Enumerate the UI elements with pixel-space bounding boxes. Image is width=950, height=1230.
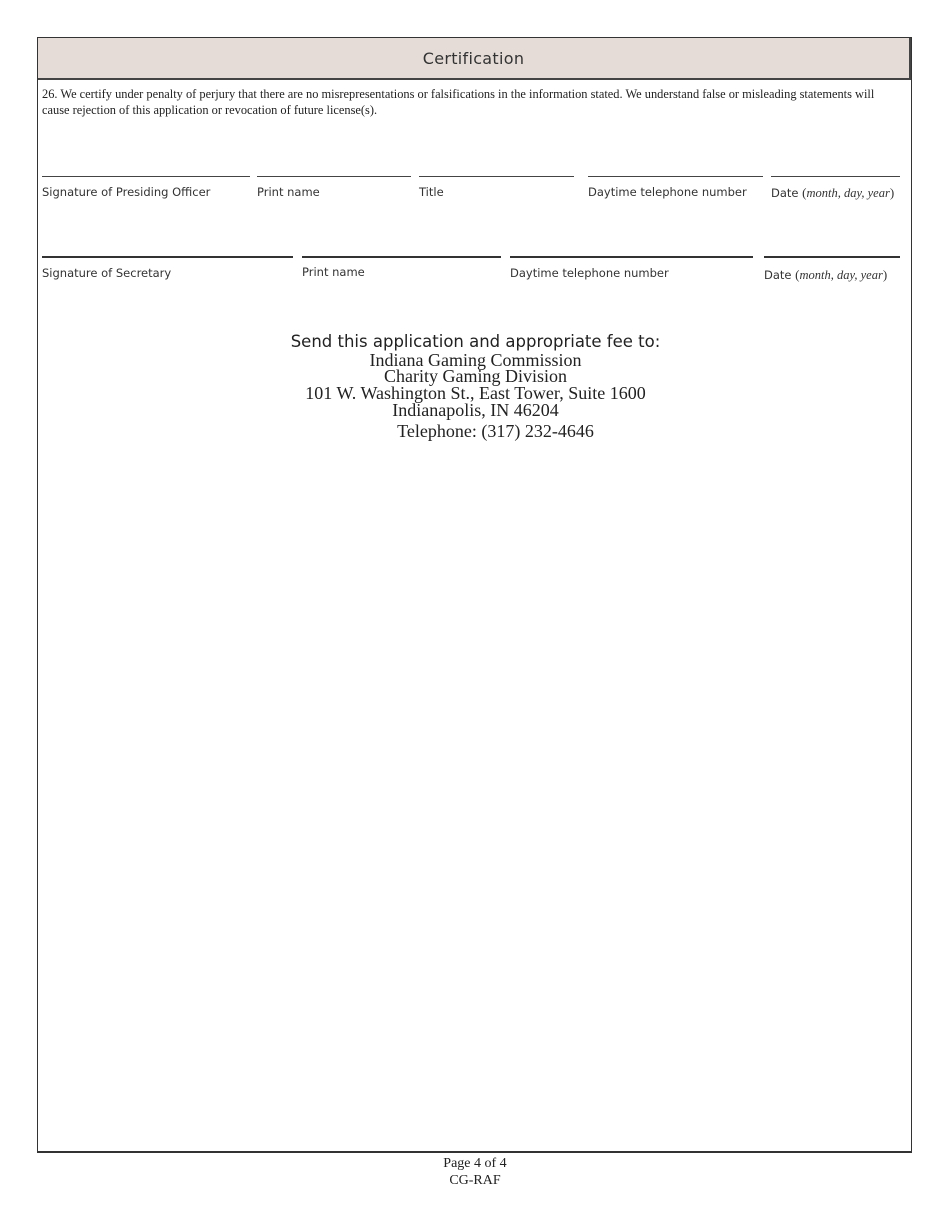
officer-print-name-label: Print name bbox=[257, 185, 320, 199]
secretary-date-format: month, day, year bbox=[799, 268, 883, 282]
officer-print-name-field[interactable] bbox=[257, 176, 411, 177]
mailing-telephone: Telephone: (317) 232-4646 bbox=[397, 421, 594, 441]
mailing-street: 101 W. Washington St., East Tower, Suite 1600 bbox=[305, 383, 646, 403]
secretary-date-word: Date bbox=[764, 268, 792, 282]
officer-signature-field[interactable] bbox=[42, 176, 250, 177]
officer-title-field[interactable] bbox=[419, 176, 574, 177]
section-title: Certification bbox=[422, 48, 525, 68]
secretary-signature-label: Signature of Secretary bbox=[42, 266, 172, 280]
page-number: Page 4 of 4 bbox=[443, 1156, 507, 1171]
officer-date-label: Date (month, day, year) bbox=[771, 185, 895, 200]
officer-title-label: Title bbox=[419, 185, 444, 199]
certification-form bbox=[37, 37, 912, 1153]
certification-statement: 26. We certify under penalty of perjury that there are no misrepresentations or falsifications in the information stated. We understand false or misleading statements will cause rejection of this application or revocation of future license(s). bbox=[42, 87, 875, 117]
officer-date-word: Date bbox=[771, 186, 799, 200]
mailing-heading: Send this application and appropriate fee to: bbox=[290, 332, 661, 351]
officer-date-field[interactable] bbox=[771, 176, 900, 177]
secretary-signature-field[interactable] bbox=[42, 256, 293, 258]
officer-signature-label: Signature of Presiding Officer bbox=[42, 185, 211, 199]
officer-phone-label: Daytime telephone number bbox=[588, 185, 747, 199]
mailing-division: Charity Gaming Division bbox=[384, 366, 567, 386]
officer-date-format: month, day, year bbox=[806, 186, 890, 200]
secretary-date-label: Date (month, day, year) bbox=[764, 267, 888, 282]
mailing-city: Indianapolis, IN 46204 bbox=[392, 400, 559, 420]
mailing-agency: Indiana Gaming Commission bbox=[369, 350, 582, 370]
form-id: CG-RAF bbox=[449, 1173, 501, 1188]
secretary-phone-label: Daytime telephone number bbox=[510, 266, 669, 280]
section-header bbox=[38, 38, 911, 80]
officer-phone-field[interactable] bbox=[588, 176, 763, 177]
secretary-date-field[interactable] bbox=[764, 256, 900, 258]
secretary-print-name-field[interactable] bbox=[302, 256, 501, 258]
secretary-phone-field[interactable] bbox=[510, 256, 753, 258]
secretary-print-name-label: Print name bbox=[302, 265, 365, 279]
